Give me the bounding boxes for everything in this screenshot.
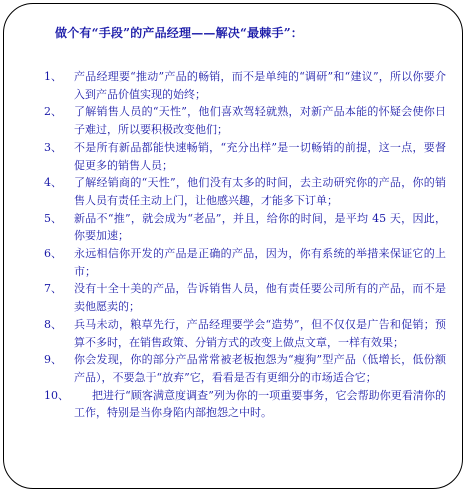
- list-item: [44, 245, 446, 280]
- list-item-number: 7、: [44, 282, 62, 296]
- list-item-text: 了解销售人员的“天性”，他们喜欢驾轻就熟，对新产品本能的怀疑会使你日子难过，所以要积极改变他们；: [74, 105, 446, 137]
- list-item-text: 没有十全十美的产品，告诉销售人员，他有责任要公司所有的产品，而不是卖他愿卖的；: [74, 282, 446, 314]
- list-item: [44, 387, 446, 422]
- list-item-text: 把进行“顾客满意度调查”列为你的一项重要事务，它会帮助你更看清你的工作，特别是当你身陷内部抱怨之中时。: [74, 388, 446, 420]
- list-item: [44, 139, 446, 174]
- list-item-text: 产品经理要“推动”产品的畅销，而不是单纯的“调研”和“建议”，所以你要介入到产品价值实现的始终；: [74, 70, 446, 101]
- document-title: 做个有“手段”的产品经理——解决“最棘手”：: [55, 26, 304, 40]
- list-item: [44, 351, 446, 386]
- list-item-number: 8、: [44, 317, 62, 331]
- list-item-number: 6、: [44, 247, 62, 261]
- list-item-text: 新品不“推”，就会成为“老品”，并且，给你的时间，是平均 45 天，因此，你要加速；: [74, 211, 446, 243]
- list-item-text: 不是所有新品都能快速畅销，“充分出样”是一切畅销的前提，这一点，要督促更多的销售人员；: [74, 140, 446, 172]
- list-item-number: 4、: [44, 176, 62, 190]
- list-item-number: 5、: [44, 211, 62, 225]
- numbered-list: [44, 68, 446, 422]
- list-item: [44, 174, 446, 209]
- list-item: [44, 103, 446, 138]
- list-item: [44, 316, 446, 351]
- list-item-number: 10、: [44, 388, 69, 402]
- list-item-number: 1、: [44, 70, 62, 83]
- list-item-number: 3、: [44, 140, 62, 154]
- list-item-text: 你会发现，你的部分产品常常被老板抱怨为“瘦狗”型产品（低增长，低份额产品），不要急于“放弃”它，看看是否有更细分的市场适合它；: [74, 353, 446, 384]
- list-item-text: 永远相信你开发的产品是正确的产品，因为，你有系统的举措来保证它的上市；: [74, 247, 446, 278]
- list-item: [44, 68, 446, 103]
- list-item-text: 了解经销商的“天性”，他们没有太多的时间，去主动研究你的产品，你的销售人员有责任主动上门，让他感兴趣，才能多下订单；: [74, 176, 446, 207]
- list-item: [44, 280, 446, 315]
- list-item-number: 2、: [44, 105, 62, 119]
- list-item-text: 兵马未动，粮草先行，产品经理要学会“造势”，但不仅仅是广告和促销；预算不多时，在销售政策、分销方式的改变上做点文章，一样有效果；: [74, 317, 446, 349]
- list-item: [44, 210, 446, 245]
- list-item-number: 9、: [44, 353, 62, 367]
